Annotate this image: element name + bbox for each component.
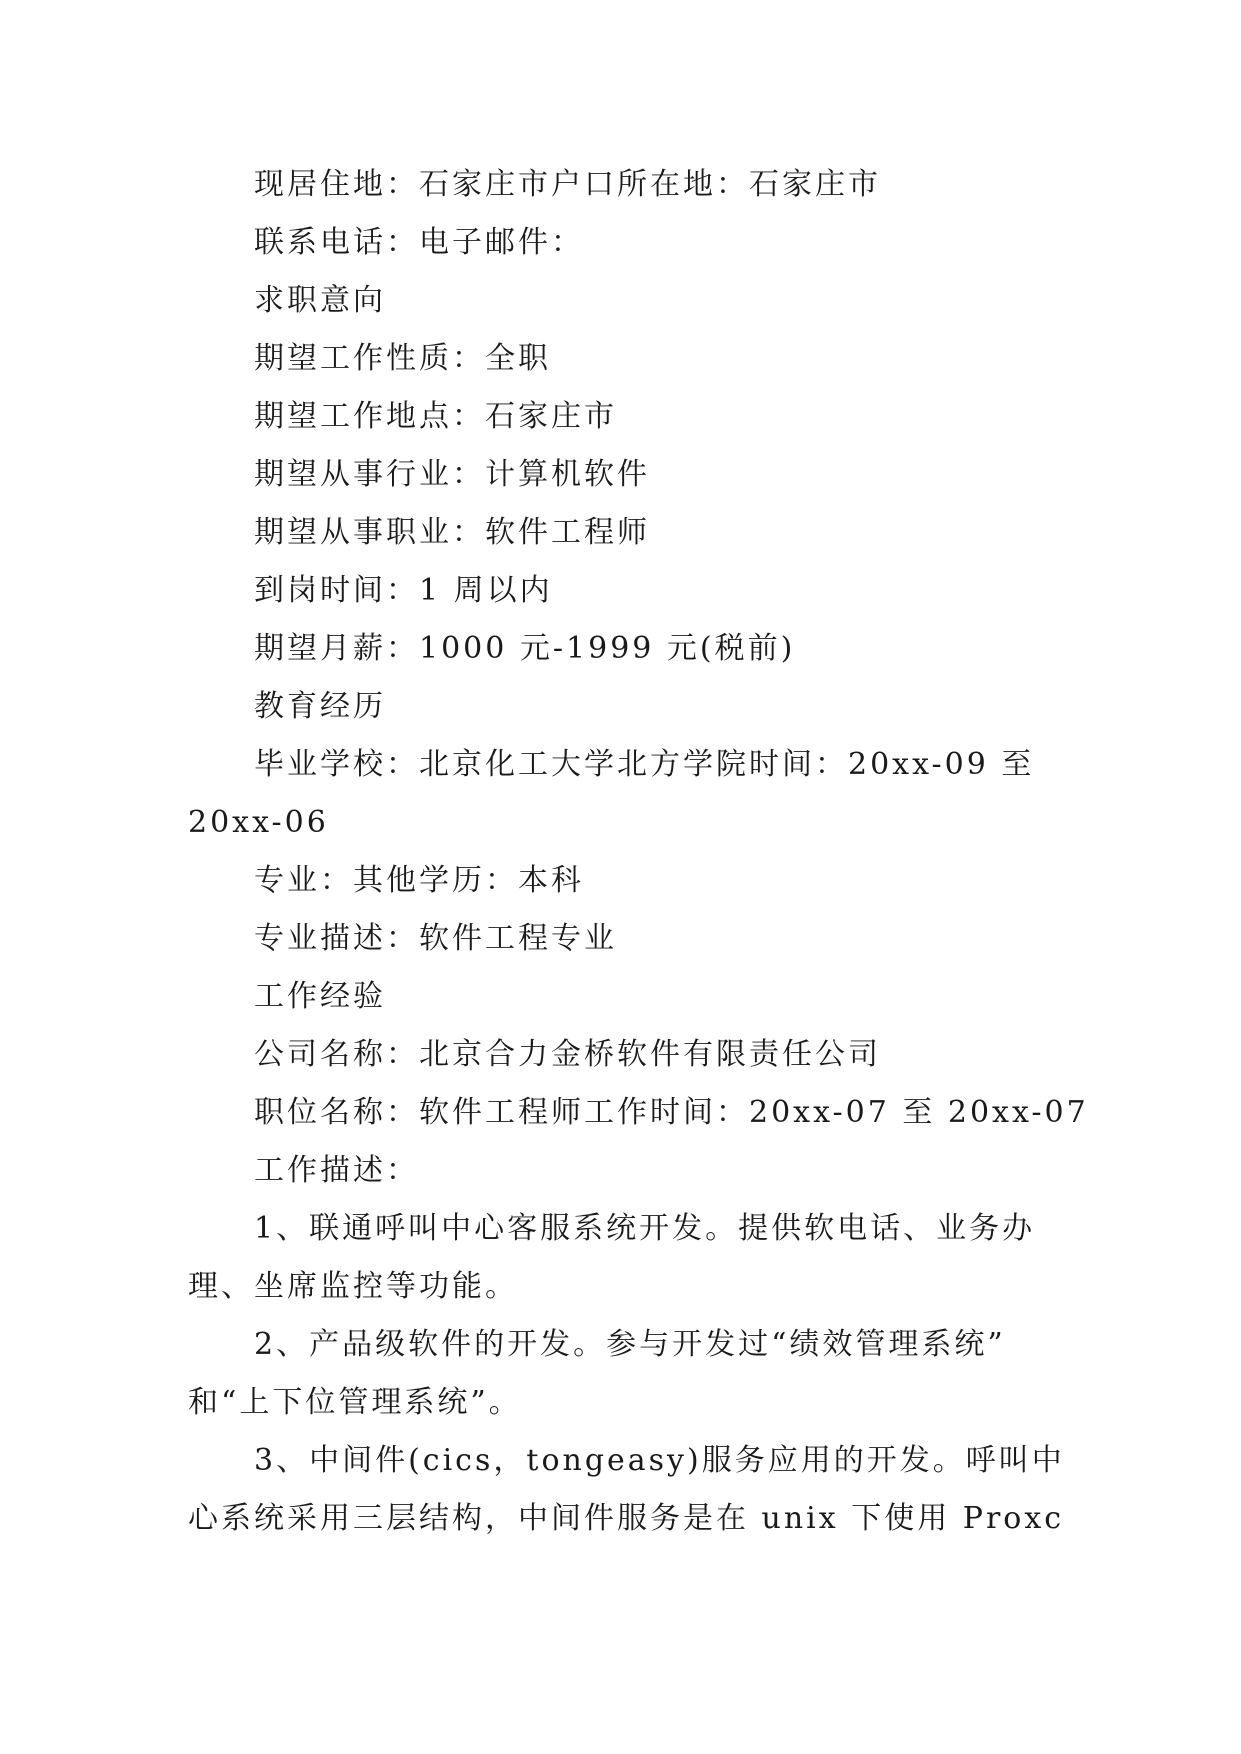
work-item-2-line-2: 和“上下位管理系统”。	[188, 1385, 522, 1420]
section-heading-education: 教育经历	[254, 689, 386, 724]
job-type-line: 期望工作性质：全职	[254, 341, 551, 376]
residence-line: 现居住地：石家庄市户口所在地：石家庄市	[254, 167, 881, 202]
work-item-1-line-2: 理、坐席监控等功能。	[188, 1269, 518, 1304]
work-item-1-line-1: 1、联通呼叫中心客服系统开发。提供软电话、业务办	[254, 1211, 1036, 1246]
job-location-line: 期望工作地点：石家庄市	[254, 399, 617, 434]
industry-line: 期望从事行业：计算机软件	[254, 457, 650, 492]
major-line: 专业：其他学历：本科	[254, 863, 584, 898]
company-line: 公司名称：北京合力金桥软件有限责任公司	[254, 1037, 881, 1072]
start-time-line: 到岗时间：1 周以内	[254, 573, 553, 608]
occupation-line: 期望从事职业：软件工程师	[254, 515, 650, 550]
section-heading-work-experience: 工作经验	[254, 979, 386, 1014]
work-item-2-line-1: 2、产品级软件的开发。参与开发过“绩效管理系统”	[254, 1327, 1006, 1362]
school-line-continued: 20xx-06	[188, 805, 329, 840]
work-description-heading: 工作描述：	[254, 1153, 419, 1188]
work-item-3-line-2: 心系统采用三层结构，中间件服务是在 unix 下使用 Proxc	[188, 1501, 1065, 1536]
document-body	[188, 156, 1089, 1548]
section-heading-job-intention: 求职意向	[254, 283, 386, 318]
salary-line: 期望月薪：1000 元-1999 元(税前)	[254, 631, 796, 666]
position-line: 职位名称：软件工程师工作时间：20xx-07 至 20xx-07	[254, 1095, 1089, 1130]
school-line: 毕业学校：北京化工大学北方学院时间：20xx-09 至	[254, 747, 1035, 782]
major-description-line: 专业描述：软件工程专业	[254, 921, 617, 956]
work-item-3-line-1: 3、中间件(cics，tongeasy)服务应用的开发。呼叫中	[254, 1443, 1065, 1478]
contact-line: 联系电话：电子邮件：	[254, 225, 584, 260]
